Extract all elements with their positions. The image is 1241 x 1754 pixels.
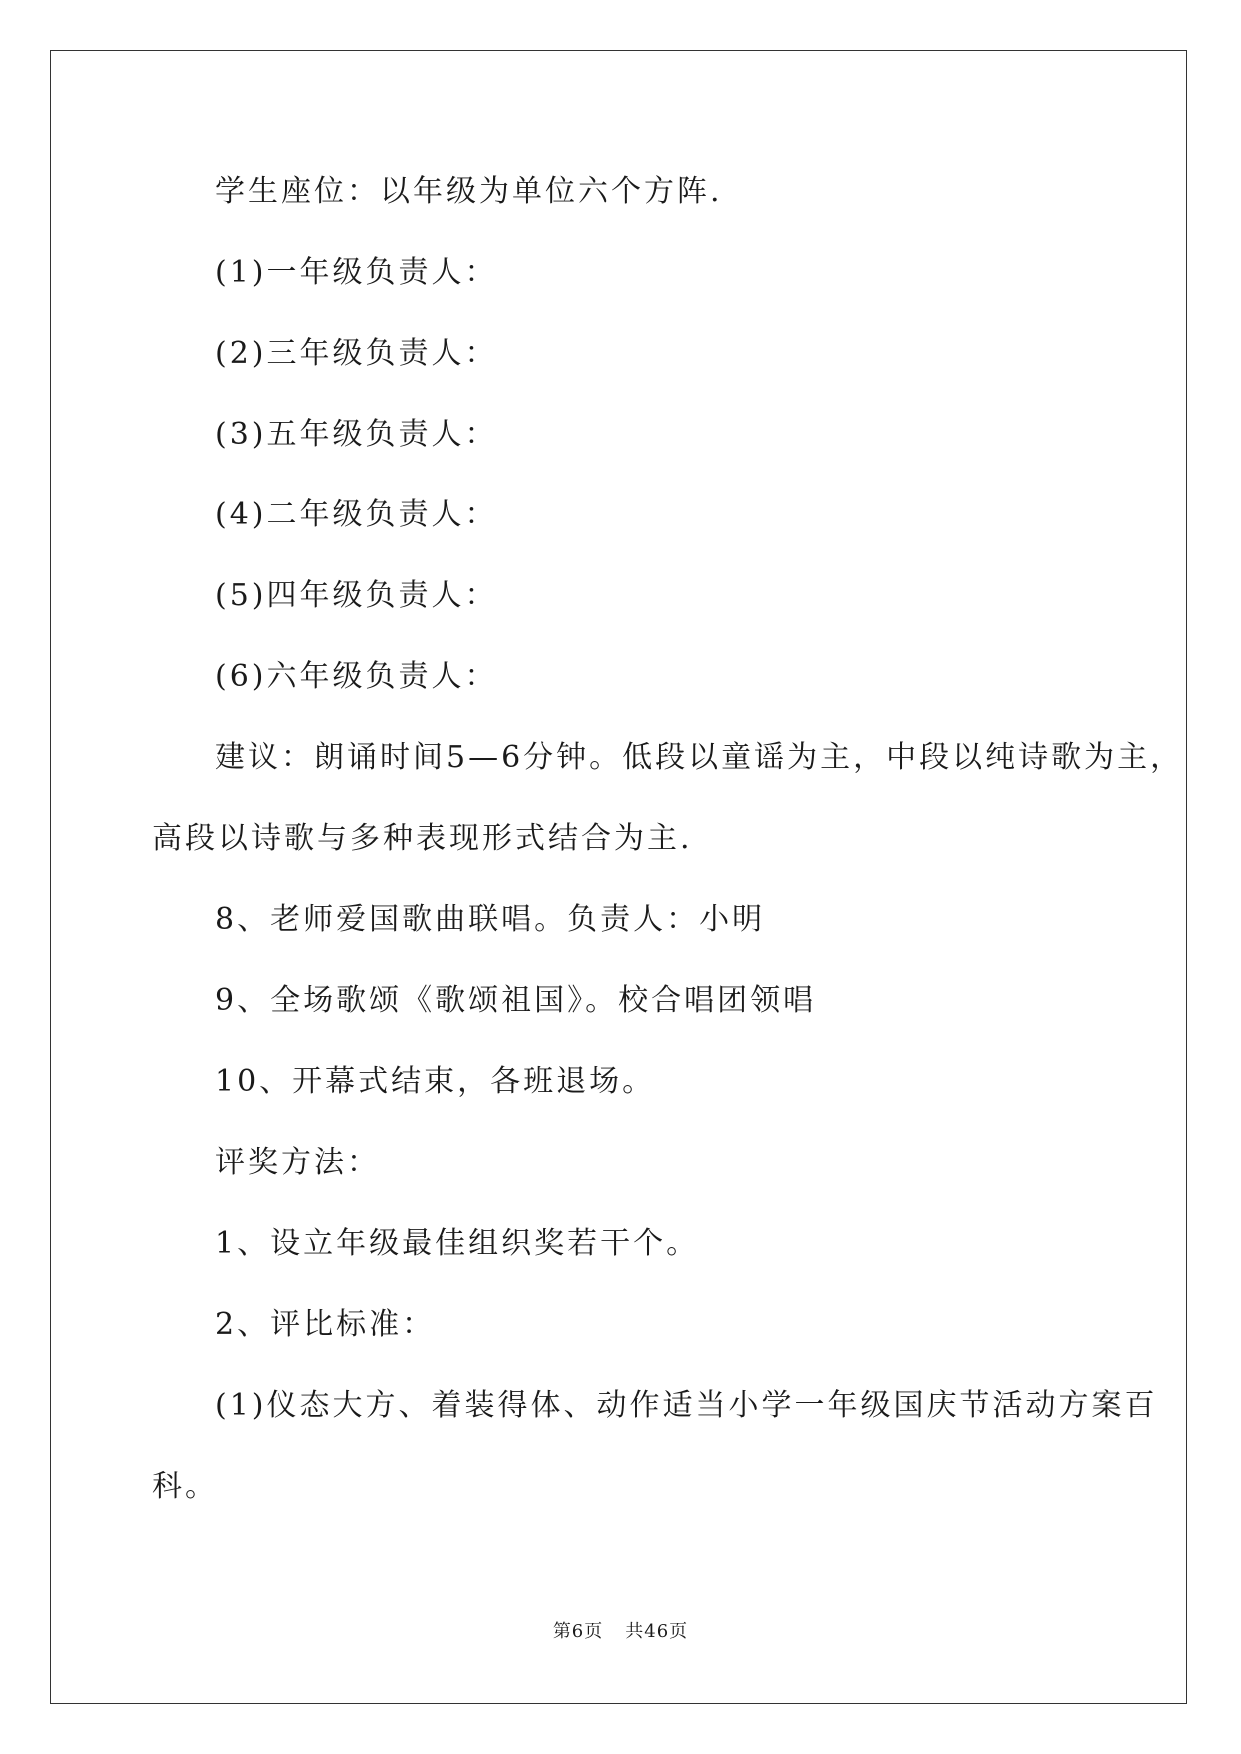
page-border [50, 50, 1187, 1704]
page-footer [0, 1620, 1241, 1644]
page-number: 第6页 [552, 1621, 604, 1642]
paragraph-grade-5: (3)五年级负责人： [215, 417, 498, 452]
paragraph-award-2: 2、评比标准： [215, 1307, 436, 1342]
paragraph-grade-3: (2)三年级负责人： [215, 336, 498, 371]
paragraph-grade-1: (1)一年级负责人： [215, 255, 498, 290]
paragraph-item-9: 9、全场歌颂《歌颂祖国》。校合唱团领唱 [215, 983, 817, 1018]
paragraph-award-1: 1、设立年级最佳组织奖若干个。 [215, 1226, 700, 1261]
paragraph-grade-2: (4)二年级负责人： [215, 497, 498, 532]
paragraph-item-8: 8、老师爱国歌曲联唱。负责人：小明 [215, 902, 766, 937]
paragraph-grade-4: (5)四年级负责人： [215, 578, 498, 613]
paragraph-criteria-1: (1)仪态大方、着装得体、动作适当小学一年级国庆节活动方案百 [215, 1388, 1158, 1423]
paragraph-seating: 学生座位：以年级为单位六个方阵. [215, 174, 723, 209]
paragraph-grade-6: (6)六年级负责人： [215, 659, 498, 694]
paragraph-criteria-1-cont: 科。 [152, 1469, 218, 1504]
page-total: 共46页 [625, 1621, 689, 1642]
paragraph-item-10: 10、开幕式结束，各班退场。 [215, 1064, 656, 1099]
paragraph-suggestion: 建议：朗诵时间5—6分钟。低段以童谣为主，中段以纯诗歌为主， [215, 740, 1184, 775]
paragraph-award-heading: 评奖方法： [215, 1145, 380, 1180]
paragraph-suggestion-cont: 高段以诗歌与多种表现形式结合为主. [152, 821, 693, 856]
